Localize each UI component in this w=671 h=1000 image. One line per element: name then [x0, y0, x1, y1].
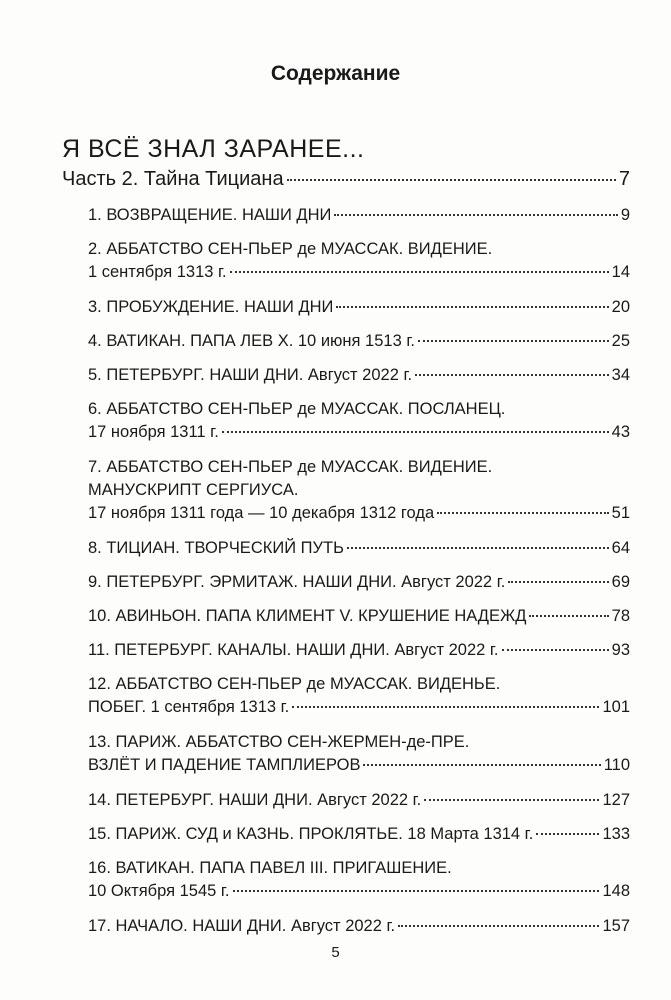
toc-entry	[88, 204, 630, 227]
part-title: Часть 2. Тайна Тициана	[62, 168, 284, 190]
entry-last-line	[88, 502, 630, 525]
dot-leader	[398, 925, 599, 927]
dot-leader	[437, 512, 608, 514]
entry-title-line: 8. ТИЦИАН. ТВОРЧЕСКИЙ ПУТЬ	[88, 539, 344, 557]
entry-page-number: 34	[611, 366, 630, 384]
dot-leader	[233, 890, 600, 892]
entry-last-line	[88, 364, 630, 387]
entry-page-number: 43	[611, 423, 630, 441]
entry-last-line	[88, 537, 630, 560]
dot-leader	[424, 799, 599, 801]
entry-title-line: 3. ПРОБУЖДЕНИЕ. НАШИ ДНИ	[88, 298, 334, 316]
entry-title-line: 6. АББАТСТВО СЕН-ПЬЕР де МУАССАК. ПОСЛАНЕЦ.	[88, 400, 506, 418]
toc-entry	[88, 857, 630, 903]
toc-entries	[88, 204, 630, 949]
toc-entry	[88, 238, 630, 284]
entry-last-line	[88, 204, 630, 227]
dot-leader	[508, 581, 608, 583]
entry-page-number: 157	[602, 917, 630, 935]
entry-title-line: 12. АББАТСТВО СЕН-ПЬЕР де МУАССАК. ВИДЕНЬЕ.	[88, 675, 501, 693]
entry-last-line	[88, 639, 630, 662]
entry-last-line	[88, 296, 630, 319]
entry-page-number: 127	[602, 791, 630, 809]
entry-title-line: 7. АББАТСТВО СЕН-ПЬЕР де МУАССАК. ВИДЕНИЕ.	[88, 458, 493, 476]
entry-page-number: 51	[611, 504, 630, 522]
entry-page-number: 20	[611, 298, 630, 316]
toc-entry	[88, 571, 630, 594]
entry-last-line	[88, 605, 630, 628]
entry-title-line: 9. ПЕТЕРБУРГ. ЭРМИТАЖ. НАШИ ДНИ. Август 2022 г.	[88, 573, 506, 591]
entry-last-line	[88, 789, 630, 812]
entry-last-line	[88, 880, 630, 903]
entry-page-number: 101	[602, 698, 630, 716]
entry-last-line	[88, 915, 630, 938]
entry-page-number: 64	[611, 539, 630, 557]
part-entry	[62, 168, 630, 191]
toc-entry	[88, 639, 630, 662]
entry-page-number: 78	[611, 607, 630, 625]
toc-entry	[88, 789, 630, 812]
entry-title-line: ВЗЛЁТ И ПАДЕНИЕ ТАМПЛИЕРОВ	[88, 756, 361, 774]
entry-page-number: 9	[620, 206, 630, 224]
entry-last-line	[88, 823, 630, 846]
dot-leader	[230, 271, 609, 273]
entry-title-line: 1 сентября 1313 г.	[88, 263, 227, 281]
entry-title-line: 11. ПЕТЕРБУРГ. КАНАЛЫ. НАШИ ДНИ. Август 2022 г.	[88, 641, 499, 659]
entry-page-number: 25	[611, 332, 630, 350]
dot-leader	[529, 615, 608, 617]
dot-leader	[363, 764, 600, 766]
entry-last-line	[88, 421, 630, 444]
toc-entry	[88, 915, 630, 938]
entry-title-line: МАНУСКРИПТ СЕРГИУСА.	[88, 481, 299, 499]
entry-title-line: 15. ПАРИЖ. СУД и КАЗНЬ. ПРОКЛЯТЬЕ. 18 Марта 1314 г.	[88, 825, 534, 843]
entry-title-line: 17 ноября 1311 года — 10 декабря 1312 года	[88, 504, 435, 522]
part-page-number: 7	[618, 168, 630, 190]
entry-last-line	[88, 696, 630, 719]
entry-title-line: 5. ПЕТЕРБУРГ. НАШИ ДНИ. Август 2022 г.	[88, 366, 413, 384]
entry-title-line: 2. АББАТСТВО СЕН-ПЬЕР де МУАССАК. ВИДЕНИЕ.	[88, 240, 493, 258]
entry-title-line: 10 Октября 1545 г.	[88, 882, 230, 900]
toc-entry	[88, 364, 630, 387]
entry-title-line: 14. ПЕТЕРБУРГ. НАШИ ДНИ. Август 2022 г.	[88, 791, 422, 809]
entry-last-line	[88, 261, 630, 284]
entry-page-number: 133	[602, 825, 630, 843]
toc-entry	[88, 398, 630, 444]
page-folio: 5	[331, 944, 340, 961]
entry-page-number: 148	[602, 882, 630, 900]
toc-entry	[88, 605, 630, 628]
toc-entry	[88, 296, 630, 319]
entry-last-line	[88, 330, 630, 353]
toc-entry	[88, 537, 630, 560]
dot-leader	[418, 340, 609, 342]
toc-entry	[88, 731, 630, 777]
toc-heading: Содержание	[270, 62, 401, 85]
entry-page-number: 110	[603, 756, 630, 774]
entry-title-line: 13. ПАРИЖ. АББАТСТВО СЕН-ЖЕРМЕН-де-ПРЕ.	[88, 733, 470, 751]
dot-leader	[336, 306, 608, 308]
toc-entry	[88, 673, 630, 719]
entry-page-number: 69	[611, 573, 630, 591]
entry-page-number: 14	[611, 263, 630, 281]
entry-title-line: 17. НАЧАЛО. НАШИ ДНИ. Август 2022 г.	[88, 917, 396, 935]
entry-last-line	[88, 571, 630, 594]
dot-leader	[334, 214, 617, 216]
entry-title-line: 16. ВАТИКАН. ПАПА ПАВЕЛ III. ПРИГАШЕНИЕ.	[88, 859, 452, 877]
dot-leader	[347, 547, 609, 549]
entry-title-line: 4. ВАТИКАН. ПАПА ЛЕВ X. 10 июня 1513 г.	[88, 332, 415, 350]
dot-leader	[222, 431, 609, 433]
dot-leader	[502, 649, 609, 651]
dot-leader	[415, 374, 609, 376]
entry-title-line: 17 ноября 1311 г.	[88, 423, 219, 441]
book-title: Я ВСЁ ЗНАЛ ЗАРАНЕЕ...	[62, 135, 365, 163]
dot-leader	[292, 706, 599, 708]
toc-entry	[88, 330, 630, 353]
toc-entry	[88, 823, 630, 846]
dot-leader	[287, 179, 616, 181]
toc-entry	[88, 456, 630, 525]
dot-leader	[536, 833, 599, 835]
entry-page-number: 93	[611, 641, 630, 659]
entry-title-line: ПОБЕГ. 1 сентября 1313 г.	[88, 698, 290, 716]
entry-title-line: 1. ВОЗВРАЩЕНИЕ. НАШИ ДНИ	[88, 206, 332, 224]
entry-title-line: 10. АВИНЬОН. ПАПА КЛИМЕНТ V. КРУШЕНИЕ НАДЕЖД	[88, 607, 527, 625]
entry-last-line	[88, 754, 630, 777]
